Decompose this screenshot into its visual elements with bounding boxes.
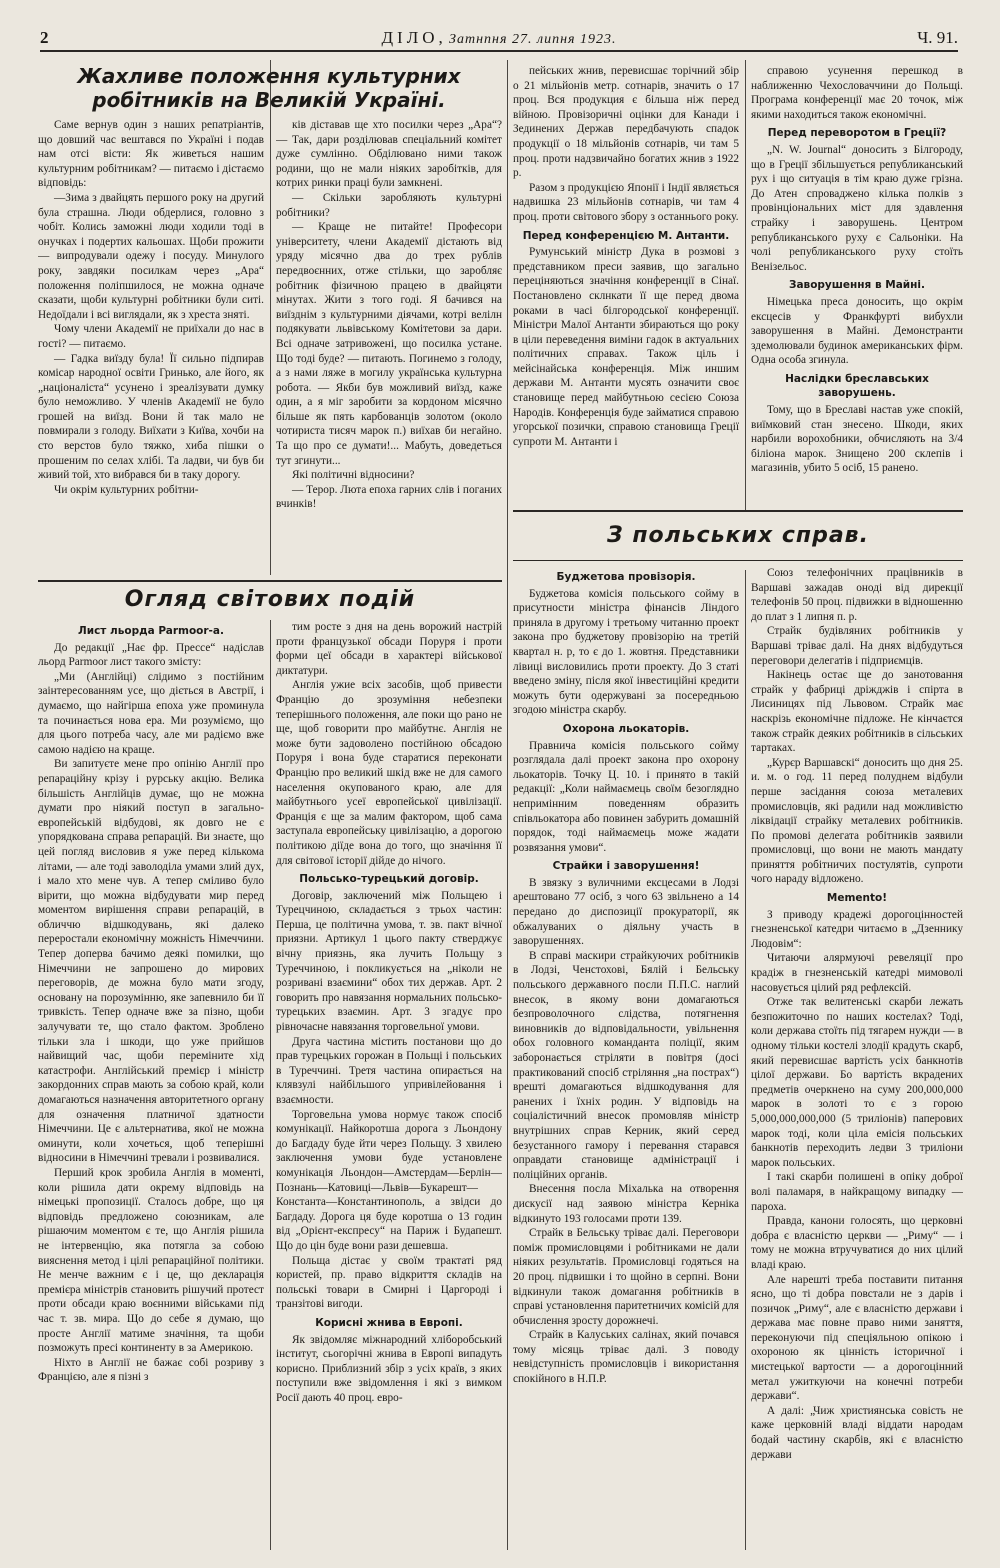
column-divider — [270, 620, 271, 1550]
paragraph: Саме вернув один з наших репатріантів, що довший час вештався по Україні і подав нам отсі вісти: Як живеться нашим культурним робітникам? — питаємо і дістаємо відповідь: — [38, 119, 264, 190]
paragraph: Торговельна умова нормує також спосіб комунікації. Найкоротша дорога з Льондону до Багдаду буде йти через Польщу. З хвилею заключення умови буде установлене комунікація Льондон—Амстердам—Берлін—Познань—Катовиці—Львів—Букарешт—Константа—Константинополь, а звідси до Багдаду. Дорога ця буде коротша о 13 годин від „Орієнт-експресу“ на Париж і Будапешт. Що до цін буде вони рази дешевша. — [276, 1108, 502, 1252]
paragraph: Англія ужие всіх засобів, щоб привести Францію до зрозуміння небезпеки теперішнього положення, але поки що рано не ще, щоб говорити про майбутнє. Англія не може бути задоволено постійною обсадою Поруря і вона буде старатися переконати Францію про великий шкід вже не для самого населення окупованого краю, але для майбутнього усеї европейської цивілізації. Франція є ще за малим фактором, щоб сама заступала европейську цивілізацію, а дорогою політикою діїде вона до того, що значіння її для світової історії дійде до нічого. — [276, 679, 502, 867]
paragraph: Перший крок зробила Англія в моменті, коли рішила дати окрему відповідь на німецькі пропозиції. Сталось добре, що ця відповідь предложено союзникам, але рішаючим моментом є те, що Англія рішила не інтервенцію, яка потягла за собою вияснення метод і цілі репараційної політики. Не менче важним є і це, що декларація премієра міністрів становить рішучий протест проти обсади краю воєнними військами під час т. зв. мира. Що до себе я думаю, що просте Англії матиме значіння, та щоби позможуть пресі континенту в за Америкою. — [38, 1166, 264, 1355]
section-subhead: Наслідки бреславських заворушень. — [785, 372, 929, 400]
review-column — [276, 620, 502, 1550]
paragraph: Як звідомляє міжнародний хліборобський інститут, сьогорічні жнива в Европі випадуть корисно. Приблизний збір з усіх країв, з яких поступили вже звідомлення і які з вимком Росії дають 40 проц. евро- — [276, 1333, 502, 1404]
newspaper-name: ДІЛО — [381, 28, 439, 47]
paragraph: До редакції „Нає фр. Прессе“ надіслав льорд Parmoor лист такого змісту: — [38, 641, 264, 669]
paragraph: Страйк в Бельську тріває далі. Переговори поміж промисловцями і робітниками не дали ніяких результатів. Промисловці годяться на 20 проц. підвишки і то щойно в серпні. Вони відкинули також домагання робітників в справі установлення паритетничих комісій для обчислення зросту дорожнечі. — [513, 1227, 739, 1327]
paragraph: Договір, заключений між Польщею і Турецчиною, складається з трьох частин: Перша, це політична умова, т. зв. пакт вічної приязни. Артикул 1 цього пакту стверджує вічну приязнь, яка лучить Польщу з Туреччиною, і покликується на „ніколи не розривані взаємини“ обох тих держав. Арт. 2 говорить про навязання нормальних польсько-турецьких взаємин. Арт. 3 згадує про рівночасне навязання торговельної умови. — [276, 889, 502, 1034]
paragraph: — Скільки заробляють культурні робітники? — [276, 191, 502, 219]
paragraph: Але нарешті треба поставити питання ясно, що ті добра повстали не з дарів і позичок „Риму“, але є власністю держави і держава має повне право ними заняття, переконуючи під спеціяльною опікою і охороною як цінність історичної і мистецької вартости — а дорогоцінний метал ужиткуючи на конечні потреби держави“. — [751, 1273, 963, 1403]
paragraph: Ніхто в Англії не бажає собі розриву з Францією, але я пізні з — [38, 1356, 264, 1384]
paragraph: Отже так велитенські скарби лежать безпожиточно по наших костелах? Тоді, коли держава стоїть під тягарем нужди — в одному тільки костелі злодії крадуть скарб, який перевисшає вартість усіх банкнотів цілої держави. Бо вартість вкрадених предметів очеркнено на суму 200,000,000 марок в золоті то є з горою 5,000,000,000,000 (5 триліонів) паперових марок тоді, коли ціла емісія польських банкнотів переходить ледви 3 триліони марок польських. — [751, 996, 963, 1169]
header-rule — [40, 50, 958, 52]
paragraph: Страйк в Калуських салінах, який почався тому місяць тріває далі. З поводу невідступність промисловців і використання спокійного в Н.П.Р. — [513, 1329, 739, 1386]
column-divider — [270, 60, 271, 575]
article-column — [38, 118, 264, 576]
section-rule — [513, 510, 963, 512]
paragraph: — Краще не питайте! Професори університету, члени Академії дістають від уряду місячно два до трех рублів передвоєнних, отже стільки, що заробляє робітник фізичною працею в двайцяти мінутах. Жити з того годі. Я бачився на виїзднім з культурними діячами, котрі велілн подякувати львівському Комітетови за дари. Всі одначе затривожені, що посилка устане. Що тоді буде? — питають. Погинемо з голоду, а з нами ляже в могилу українська культурна робота. — Якби був можливий виїзд, каже один, а я міг заробити за кордоном місячно більше як пять карбованців золотом (около чотириста тисяч марок п.) виїхав би негайно. Та що про се думати!... Мабуть, доведеться тут згинути... — [276, 221, 502, 467]
news-column — [513, 64, 739, 504]
section-subhead: Лист льорда Parmoor-а. — [78, 625, 224, 637]
paragraph: Разом з продукцією Японії і Індії являється надвишка 23 мільйонів сотнарів, чи там 4 проц. проти світового збору з останнього року. — [513, 181, 739, 223]
section-rule — [38, 580, 502, 582]
paragraph: Тому, що в Бреславі настав уже спокій, виїмковий стан знесено. Шкоди, яких нарбили ворохобники, обчисляють на 3/4 біліона марок. Знищено 200 склепів і магазинів, убито 5 осіб, 15 ранено. — [751, 404, 963, 475]
paragraph: Накінець остає ще до занотовання страйк у фабриці дріжджів і спірта в Лисиницях під Львовом. Страйк має наскрізь економічне підложе. Не кінчаєтся також страйк деяких робітників в сільських тартаках. — [751, 669, 963, 755]
paragraph: Страйк будівляних робітників у Варшаві тріває далі. На днях відбудуться переговори делегатів і підприємців. — [751, 625, 963, 667]
news-column — [751, 64, 963, 504]
paragraph: ків діставав ще хто посилки через „Ара“? — Так, дари розділював спеціальний комітет дуже сумлінно. Обділювано ними також родини, що не мали ніяких заробітків, для котрих ринки праці були замкнені. — [276, 119, 502, 190]
section-subhead: Memento! — [826, 892, 888, 905]
section-subhead: Буджетова провізорія. — [556, 571, 696, 583]
paragraph: З приводу крадежі дорогоцінностей гнезненської катедри читаємо в „Дзеннику Людовім“: — [751, 908, 963, 950]
section-headline: Огляд світових подій — [124, 587, 416, 612]
issue-number: Ч. 91. — [917, 28, 958, 47]
polish-column — [751, 566, 963, 1550]
paragraph: „N. W. Journal“ доносить з Білгороду, що в Греції збільшується републиканський рух і що ситуація в тім краю дуже грізна. До Атен спроваджено кілька полків з провінціональних міст для здавлення страйку і заворушень. Центром републиканського руху є Сальоніки. На чолі републиканського руху стоїть Венізельос. — [751, 143, 963, 273]
paragraph: Буджетова комісія польського сойму в присутности міністра фінансів Ліндого приняла в другому і третьому читанню проект закона про буджетову провізорію на третій квартал н. р, то є до 1. жовтня. Представники лівиці висловились проти проекту. До 3 статі введено зміну, після якої інвестиційні кредити можуть бути одержувані за посередньою згодою міністра скарбу. — [513, 587, 739, 717]
article-column — [276, 118, 502, 576]
paragraph: Німецька преса доносить, що окрім ексцесів у Франкфурті вибухли заворушення в Майні. Демонстранти здемолювали будинок американських фірм. Одна особа згинула. — [751, 295, 963, 367]
paragraph: пейських жнив, перевисшає торічний збір о 21 мільйонів метр. сотнарів, значить о 17 проц. Вся продукция є більша ніж перед війною. Провізоричні оцінки для Канади і Зединених Держав передбачують спадок продукції о 18 мільйонів сотнарів, чи там 5 проц. проти надзвичайно богатих жнив з 1922 р. — [513, 65, 739, 180]
paragraph: тим росте з дня на день ворожий настрій проти французької обсади Поруря і проти форми цеї обсади в характері військової диктатури. — [276, 621, 502, 677]
paragraph: Які політичні відносини? — [292, 469, 415, 482]
paragraph: Союз телефонічних працівників в Варшаві зажадав оноді від дирекції телефонів 50 проц. підвижки в відношенню до плат з 1 липня п. р. — [751, 567, 963, 623]
paragraph: Друга частина містить постанови що до прав турецьких горожан в Польщі і польських в Туреччині. Третя частина опирається на клявзулі найбільшого упривілейовання і взаємности. — [276, 1035, 502, 1106]
paragraph: Чому члени Академії не приїхали до нас в гості? — питаємо. — [38, 323, 264, 350]
section-subhead: Охорона льокаторів. — [562, 722, 690, 735]
paragraph: Ви запитуєте мене про опінію Англії про репараційну крізу і рурську акцію. Велика більшість Англійців думає, що не можна думати про ніякий поступ в загально-европейській відбудові, як довго не є упорядкована справа репарацій. Ви знаєте, що цей погляд висловив я уже перед кількома літами, — але тоді заволоділа умами злий дух, і мало хто мене чув. А тепер сміливо було вірити, що можна відбудувати мир перед моментом вирішення справи репарацій, в обличчю відшкодувань, які далеко переростали економічну можність Німеччини. Тепер доперва бачимо деякі помилки, що Німеччини не запрошено до мирових переговорів, де можна було мати згоду, основану на порозумінню, яке запевнило би її тривкість. Тепер одначе вже за пізно, щоби залучувати те, що стало фактом. Зроблено тільки зла і шкоди, що уже прийшов найвищий час, щоби переміните хід катастрофи. Англійський премієр і міністр закордонних справ мають за собою край, коли домагаються назначення авторитетного органу для означення платничої здатности Німеччини. Це є альтернатива, якої не можна оминути, коли хочеться, щоб теперішні відносини в Німеччині тревали і розвивалися. — [38, 758, 264, 1165]
paragraph: —Зима з двайцять першого року на другий була страшна. Люди обдерлися, головно з чобіт. Колись заможні люди ходили тоді в онучках і подертих кальошах. Щоби прожити — випродували одежу і посуду. Минулого року, завдяки посилкам через „Ара“ положення поліпшилося, не можна одначе сказати, щоби культурні робітники були ситі. Недоїдали і всі виглядали, як з хреста зняті. — [38, 191, 264, 321]
paragraph: Румунський міністр Дука в розмові з представником преси заявив, що загально переціняються значіння конференції в Сінаї. Постановлено склнкати її ще перед двома роками в часі білгородської конференції. Міністри Малої Антанти збираються що року в ціли переведення виміни гадок в актуальних політичних справах. Також ціль і мейсінайська конференція. Між иншим держави М. Антанти мусять означити своє становище перед майбутньою сесією Союза Народів. Конференція буде займатися справою угорської позички, справою становища Греції супроти М. Антанти і — [513, 246, 739, 448]
paragraph: В справі маскири страйкуючих робітників в Лодзі, Ченстохові, Бялій і Бельську польського державного посли П.П.С. наглий внесок, в якому вони домагаються безпроволочного слідства, потягнення виновників до відповідальности, увільнення обох головного команданта поліції, яким заборонається стріляти в повітря (досі практикований спосіб стріляння „на пострах“) врешті домагаються відшкодування для ранених і їхніх родин. У відповідь на соціалістичний внесок промовляв міністр внутрішних справ Керник, який серед безустанного гамору і перевання старався оправдати становище адміністрації і поліційних органів. — [513, 949, 739, 1181]
issue-date: Затнпня 27. липня 1923. — [449, 32, 617, 47]
paragraph: „Ми (Англійці) слідимо з постійним заінтересованням усе, що діється в Австрії, і думаємо, що найгірша епоха уже проминула та починається нова ера. Ми розуміємо, що для цього потреба часу, але ми радіємо вже самою надією на краще. — [38, 670, 264, 756]
section-subhead: Перед конференцією М. Антанти. — [522, 229, 730, 242]
section-subhead: Страйки і заворушення! — [552, 860, 700, 873]
paragraph: Правда, канони голосять, що церковні добра є власністю церкви — „Риму“ — і тому не можна втручуватися до них цілий владі краю. — [751, 1215, 963, 1271]
paragraph: „Курєр Варшавскі“ доносить що дня 25. и. м. о год. 11 перед полуднем відбули перше засідання союза металевих промисловців, які радили над можливістю ліквідації страйку металевих робітників. По промові делегата робітників заявили промисловці, що вони не мають мандату приняття робітничих постулятів, супроти чого нараду відложено. — [751, 756, 963, 886]
polish-column — [513, 566, 739, 1550]
column-divider — [745, 570, 746, 1550]
paragraph: Правнича комісія польського сойму розглядала далі проект закона про охорону льокаторів. Точку Ц. 10. і принято в такій редакції: „Коли наймаємець своїм безоглядно непримінним поведенням образить співльокатора або повинен забурить домашній порядок, тоді наймаємець може жадати розвязання умови“. — [513, 739, 739, 854]
paragraph: Чи окрім культурних робітни- — [54, 483, 199, 496]
review-column — [38, 620, 264, 1550]
paragraph: — Терор. Люта епоха гарних слів і поганих вчинків! — [276, 483, 502, 511]
section-subhead: Польсько-турецький договір. — [299, 873, 479, 886]
column-divider — [745, 60, 746, 510]
section-headline: З польських справ. — [607, 523, 869, 548]
paragraph: — Гадка виїзду була! Її сильно підпирав комісар народної освіти Гринько, але його, як „націоналіста“ усунено і зреалізувати думку було неможливо. У членів Академії не було грошей на виїзд. Вони й так мало не повмирали з голоду. Виїхати з Київа, хочби на сто верстов було тяжко, хиба пішки о прошеним по селах хлібі. Та ладви, чи був би живий той, хто вибрався би в таку дорогу. — [38, 352, 264, 482]
column-divider — [507, 60, 508, 1550]
paragraph: справою усунення перешкод в наближенню Чехословаччини до Польщі. Програма конференції має 20 точок, між якими находиться також економічні. — [751, 65, 963, 121]
page-header — [40, 26, 958, 50]
paragraph: І такі скарби полишені в опіку доброї волі паламаря, в найкращому випадку — пароха. — [751, 1171, 963, 1213]
section-subhead: Заворушення в Майні. — [789, 279, 925, 292]
section-subhead: Корисні жнива в Европі. — [315, 1316, 463, 1329]
paragraph: В звязку з вуличними ексцесами в Лодзі арештовано 77 осіб, з чого 63 звільнено а 14 передано до диспозиції прокураторії, як обжалуваних о діяльну участь в заворушеннях. — [513, 876, 739, 948]
paragraph: Польща дістає у своїм трактаті ряд користей, пр. право відкриття складів на польські товари в Смирні і Царгороді і транзітові вигоди. — [276, 1254, 502, 1311]
masthead-line: ДІЛО, Затнпня 27. липня 1923. — [381, 28, 617, 47]
paragraph: Читаючи алярмуючі ревеляції про крадіж в гнезненській катедрі мимоволі насовується цілий ряд рефлексій. — [751, 952, 963, 994]
article-headline: Жахливе положення культурних робітників на Великій Україні. — [77, 64, 461, 112]
paragraph: Внесення посла Міхалька на отворення дискусії над заявою міністра Керніка відкинуто 193 голосами проти 139. — [513, 1183, 739, 1225]
paragraph: А далі: „Чиж християнська совість не каже церковній владі віддати народам бодай частину скарбів, які є власністю держави — [751, 1404, 963, 1461]
section-subhead: Перед переворотом в Греції? — [767, 127, 947, 140]
section-rule — [513, 560, 963, 561]
page-number: 2 — [40, 28, 49, 47]
